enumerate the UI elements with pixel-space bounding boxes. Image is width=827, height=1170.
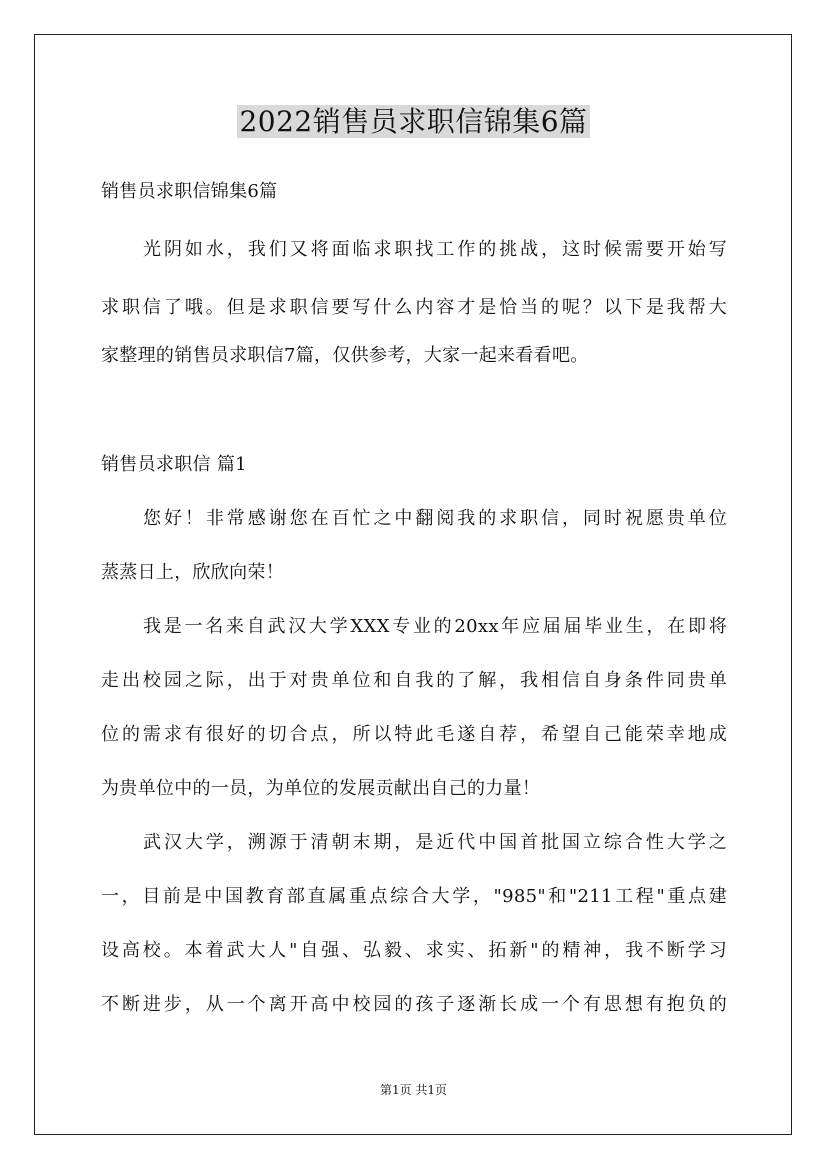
body-line: 蒸蒸日上，欣欣向荣！ xyxy=(101,562,284,583)
body-line: 走出校园之际，出于对贵单位和自我的了解，我相信自身条件同贵单 xyxy=(101,670,727,691)
section-heading: 销售员求职信 篇1 xyxy=(101,454,247,475)
body-line: 一，目前是中国教育部直属重点综合大学，"985"和"211工程"重点建 xyxy=(101,886,727,907)
body-line: 位的需求有很好的切合点，所以特此毛遂自荐，希望自己能荣幸地成 xyxy=(101,724,727,745)
body-line: 不断进步，从一个离开高中校园的孩子逐渐长成一个有思想有抱负的 xyxy=(101,994,727,1015)
document-title xyxy=(0,100,827,144)
body-line: 您好！非常感谢您在百忙之中翻阅我的求职信，同时祝愿贵单位 xyxy=(143,508,727,529)
body-line: 设高校。本着武大人"自强、弘毅、求实、拓新"的精神，我不断学习 xyxy=(101,940,727,961)
body-line: 为贵单位中的一员，为单位的发展贡献出自己的力量！ xyxy=(101,778,541,799)
document-subtitle: 销售员求职信锦集6篇 xyxy=(101,181,278,202)
intro-line: 家整理的销售员求职信7篇，仅供参考，大家一起来看看吧。 xyxy=(101,345,589,366)
page-footer: 第1页 共1页 xyxy=(379,1083,448,1097)
intro-line: 求职信了哦。但是求职信要写什么内容才是恰当的呢？以下是我帮大 xyxy=(101,297,727,318)
intro-line: 光阴如水，我们又将面临求职找工作的挑战，这时候需要开始写 xyxy=(143,239,727,260)
body-line: 我是一名来自武汉大学XXX专业的20xx年应届届毕业生，在即将 xyxy=(143,616,727,637)
document-title-text: 2022销售员求职信锦集6篇 xyxy=(239,105,588,138)
body-line: 武汉大学，溯源于清朝末期，是近代中国首批国立综合性大学之 xyxy=(143,832,727,853)
